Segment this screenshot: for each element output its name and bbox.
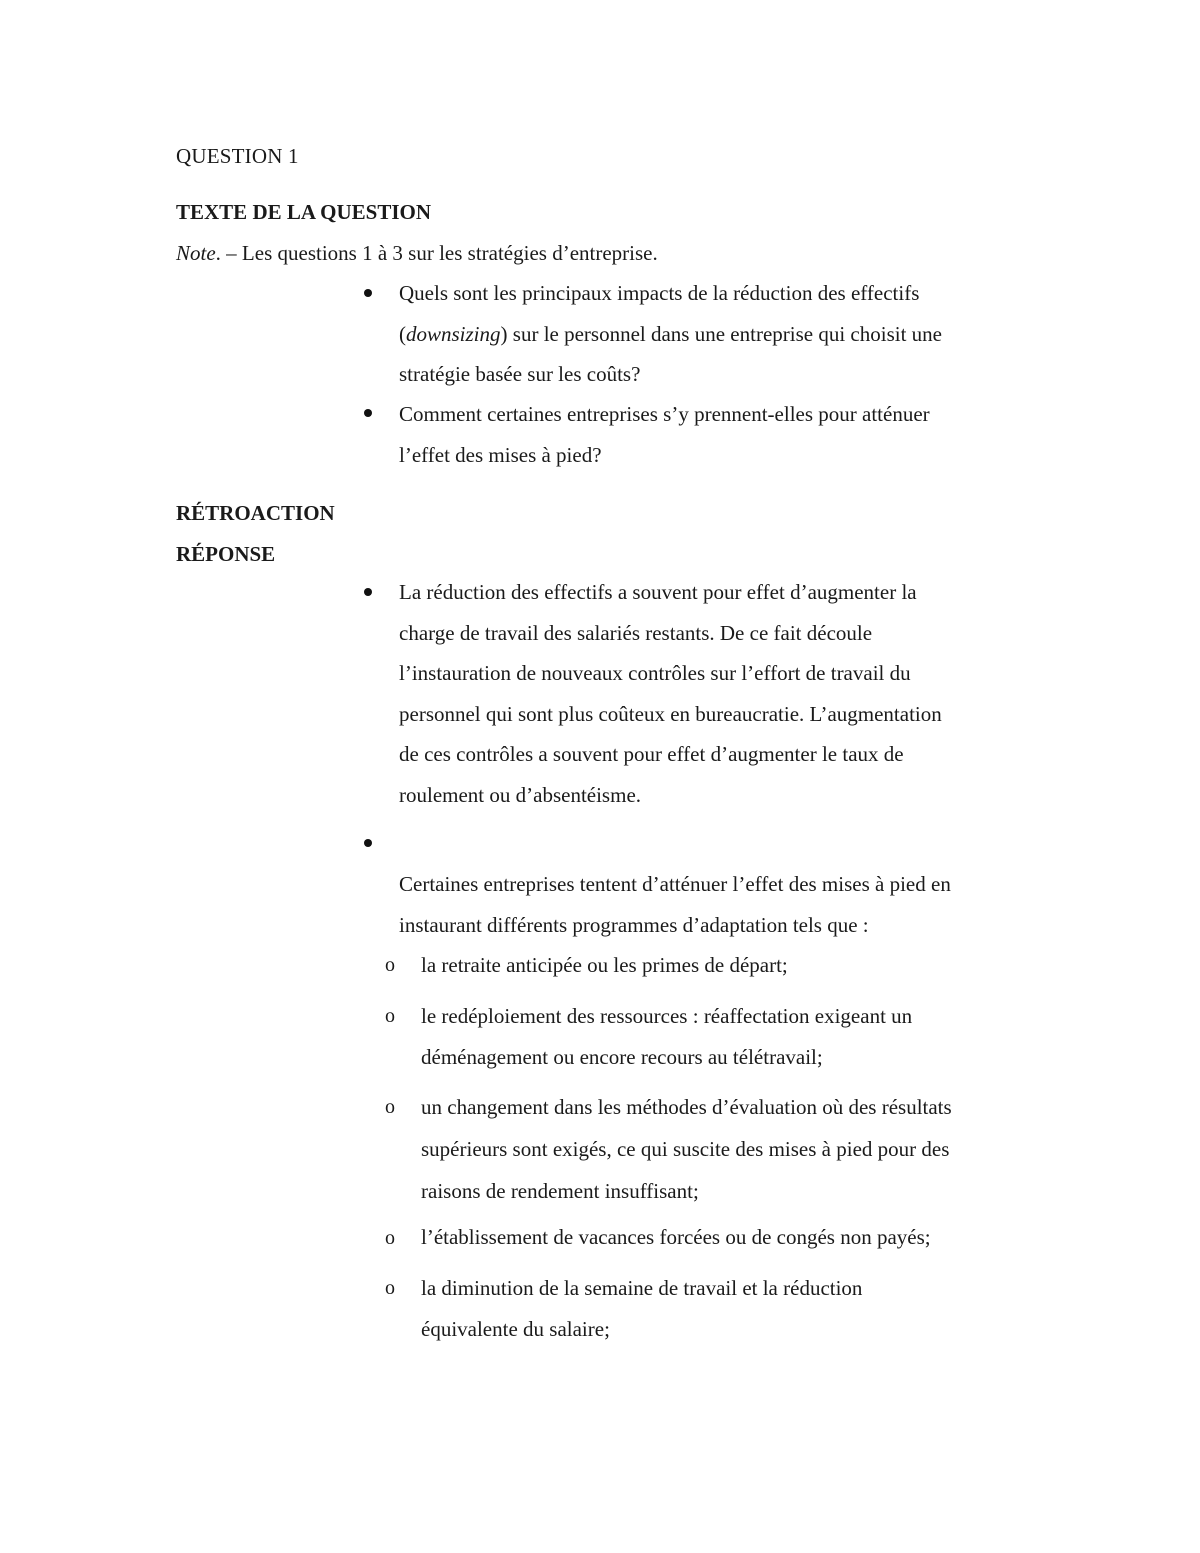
sub-bullet-icon: o: [385, 1227, 395, 1249]
sub-bullet-icon: o: [385, 1005, 395, 1027]
bullet-icon: [364, 409, 372, 417]
question-bullet-1-line-3: stratégie basée sur les coûts?: [399, 362, 641, 387]
page-title: QUESTION 1: [176, 144, 299, 168]
question-bullet-1-line-2: (downsizing) sur le personnel dans une entreprise qui choisit une: [399, 321, 942, 346]
note-line: [176, 243, 658, 264]
sub-bullet-icon: o: [385, 954, 395, 976]
feedback-heading: RÉTROACTION: [176, 501, 335, 525]
question-bullet-1: [399, 273, 1029, 395]
question-heading: TEXTE DE LA QUESTION: [176, 200, 431, 224]
answer-bullet-1-line-4: personnel qui sont plus coûteux en bureaucratie. L’augmentation: [399, 701, 942, 726]
bullet-icon: [364, 839, 372, 847]
sub-item-2: [421, 996, 1031, 1078]
sub-item-3-line-3: raisons de rendement insuffisant;: [421, 1179, 699, 1203]
sub-item-2-line-1: le redéploiement des ressources : réaffectation exigeant un: [421, 1004, 913, 1028]
note-label: Note: [176, 241, 216, 265]
sub-item-4: [421, 1217, 1031, 1258]
sub-item-3-line-2: supérieurs sont exigés, ce qui suscite des mises à pied pour des: [421, 1137, 950, 1161]
sub-item-5: [421, 1268, 1031, 1350]
sub-item-1: [421, 945, 1031, 986]
bullet-icon: [364, 588, 372, 596]
sub-item-5-line-2: équivalente du salaire;: [421, 1317, 610, 1341]
bullet-icon: [364, 289, 372, 297]
question-bullet-2: [399, 394, 1029, 475]
answer-bullet-1-line-2: charge de travail des salariés restants. De ce fait découle: [399, 620, 873, 645]
sub-item-2-line-2: déménagement ou encore recours au télétravail;: [421, 1045, 823, 1069]
answer-bullet-2-line-1: Certaines entreprises tentent d’atténuer l’effet des mises à pied en: [399, 872, 951, 896]
sub-item-3: [421, 1086, 1031, 1212]
answer-bullet-1-line-5: de ces contrôles a souvent pour effet d’augmenter le taux de: [399, 742, 904, 767]
question-bullet-2-line-2: l’effet des mises à pied?: [399, 442, 602, 467]
sub-item-3-line-1: un changement dans les méthodes d’évaluation où des résultats: [421, 1095, 952, 1119]
answer-bullet-1: [399, 572, 1029, 816]
answer-bullet-1-line-6: roulement ou d’absentéisme.: [399, 782, 642, 807]
sub-item-1-line-1: la retraite anticipée ou les primes de départ;: [421, 953, 788, 977]
answer-heading: RÉPONSE: [176, 542, 276, 566]
answer-bullet-2: [399, 864, 1029, 945]
question-bullet-2-line-1: Comment certaines entreprises s’y prennent-elles pour atténuer: [399, 402, 930, 426]
answer-bullet-1-line-1: La réduction des effectifs a souvent pour effet d’augmenter la: [399, 580, 917, 604]
note-text: . – Les questions 1 à 3 sur les stratégies d’entreprise.: [215, 241, 658, 265]
sub-item-4-line-1: l’établissement de vacances forcées ou de congés non payés;: [421, 1225, 931, 1249]
sub-item-5-line-1: la diminution de la semaine de travail et la réduction: [421, 1276, 863, 1300]
sub-bullet-icon: o: [385, 1277, 395, 1299]
sub-bullet-icon: o: [385, 1096, 395, 1118]
italic-term: downsizing: [406, 321, 501, 346]
answer-bullet-1-line-3: l’instauration de nouveaux contrôles sur l’effort de travail du: [399, 661, 911, 686]
question-bullet-1-line-1: Quels sont les principaux impacts de la réduction des effectifs: [399, 281, 920, 305]
answer-bullet-2-line-2: instaurant différents programmes d’adaptation tels que :: [399, 912, 869, 937]
